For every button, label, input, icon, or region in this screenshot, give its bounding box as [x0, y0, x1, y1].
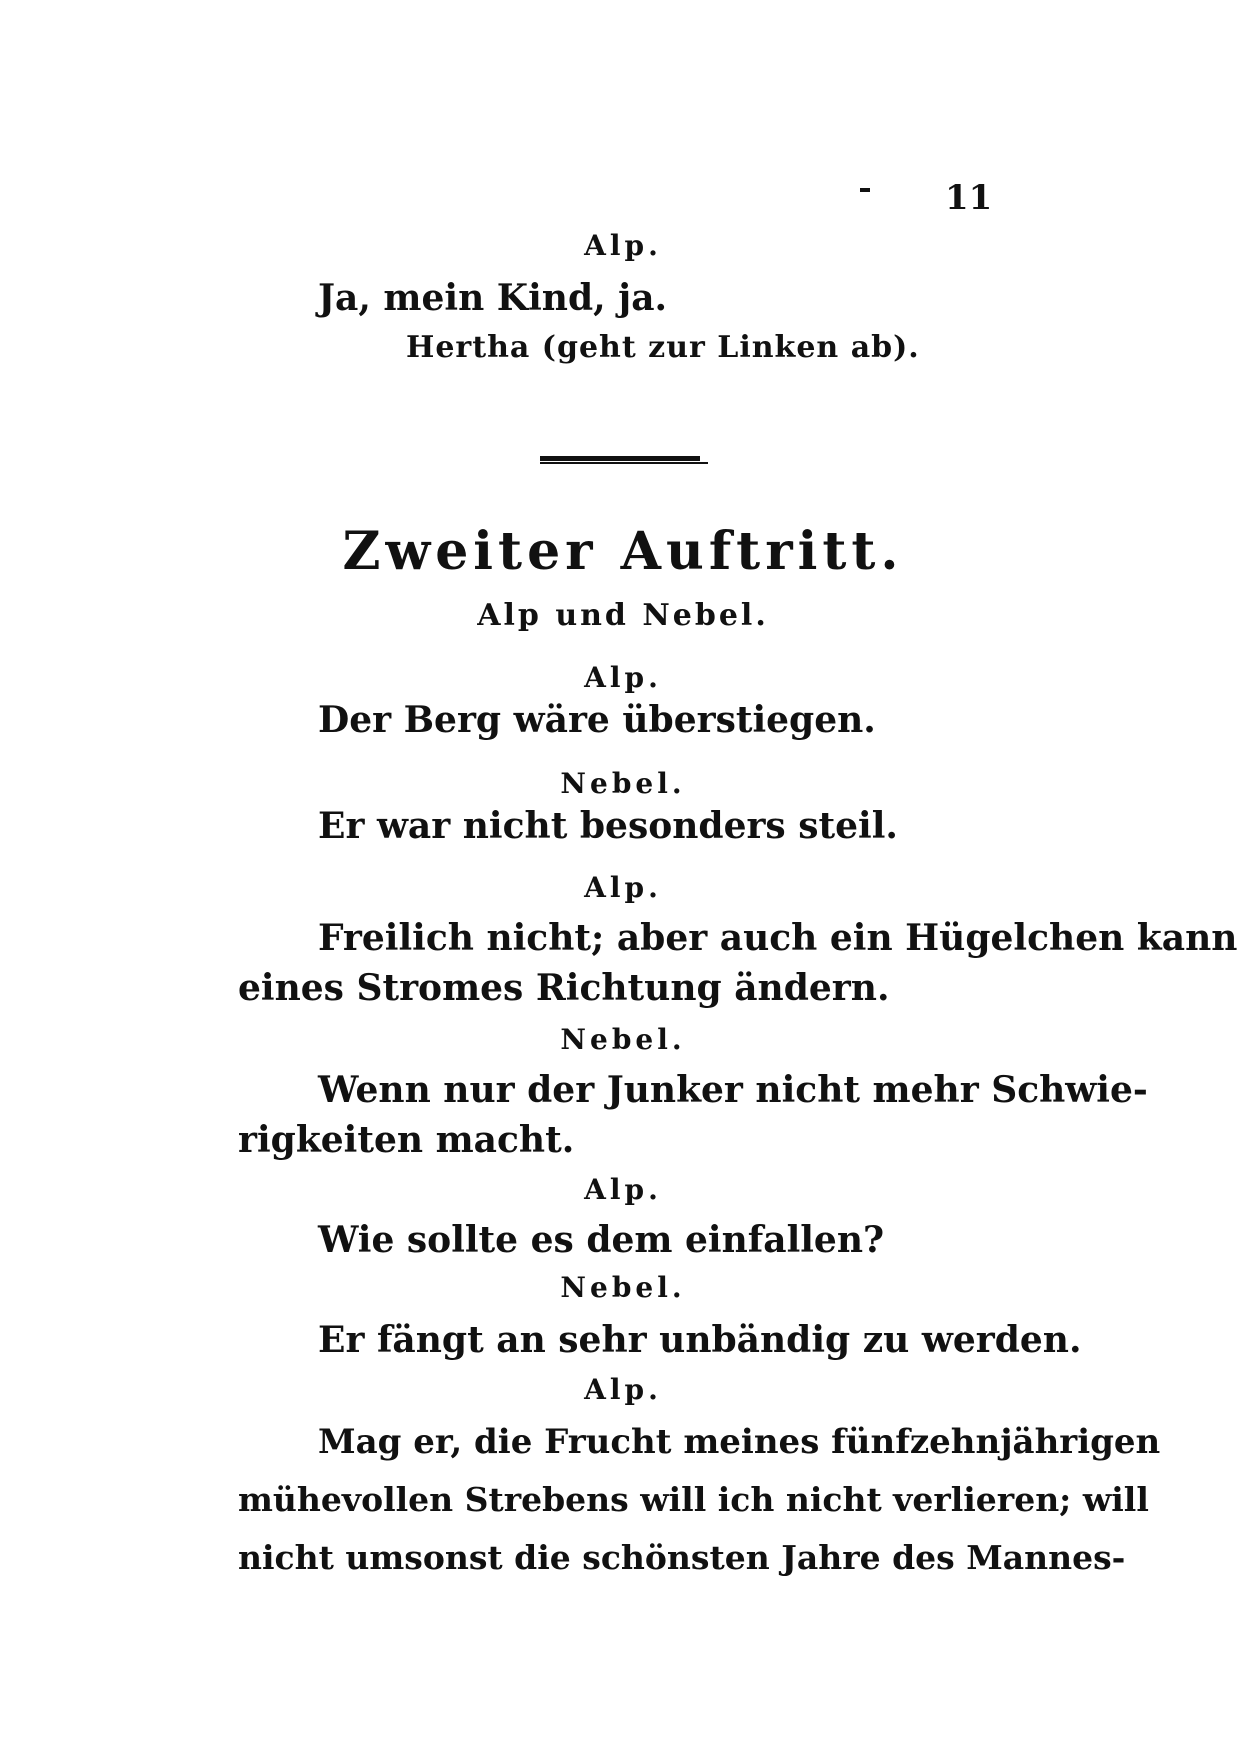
dialogue-line: rigkeiten macht.	[238, 1119, 575, 1161]
dialogue-block	[238, 1270, 1082, 1362]
speaker-name: Nebel.	[560, 1023, 686, 1056]
header-dash	[860, 188, 870, 192]
dialogue-line: Der Berg wäre überstiegen.	[318, 699, 876, 741]
speaker-name: Nebel.	[560, 767, 686, 800]
speaker-name: Nebel.	[560, 1271, 686, 1304]
dialogue-block	[238, 1372, 1161, 1580]
dialogue-line: eines Stromes Richtung ändern.	[238, 967, 890, 1009]
page-number: 11	[945, 178, 993, 218]
speaker-name: Alp.	[584, 1173, 662, 1206]
section-divider	[540, 456, 705, 464]
stage-direction: Hertha (geht zur Linken ab).	[406, 330, 920, 365]
dialogue-line: Wenn nur der Junker nicht mehr Schwie-	[318, 1069, 1148, 1111]
dialogue-line: Er fängt an sehr unbändig zu werden.	[318, 1319, 1082, 1361]
dialogue-block	[238, 1022, 1148, 1162]
speaker-name: Alp.	[584, 661, 662, 694]
scene-title: Zweiter Auftritt.	[342, 521, 904, 582]
speaker-name: Alp.	[584, 871, 662, 904]
dialogue-block	[238, 1172, 1008, 1262]
scene-cast: Alp und Nebel.	[477, 598, 769, 633]
dialogue-block-top	[238, 228, 1008, 368]
dialogue-line: Mag er, die Frucht meines fünfzehnjährigen	[318, 1422, 1161, 1462]
dialogue-block	[238, 870, 1238, 1010]
dialogue-line: mühevollen Strebens will ich nicht verlieren; will	[238, 1480, 1149, 1519]
dialogue-line: Wie sollte es dem einfallen?	[318, 1219, 885, 1261]
dialogue-line: nicht umsonst die schönsten Jahre des Mannes-	[238, 1538, 1126, 1577]
dialogue-block	[238, 660, 1008, 742]
speaker-name: Alp.	[584, 229, 662, 262]
dialogue-line: Er war nicht besonders steil.	[318, 805, 898, 847]
speaker-name: Alp.	[584, 1373, 662, 1406]
dialogue-line: Freilich nicht; aber auch ein Hügelchen kann	[318, 917, 1238, 959]
dialogue-block	[238, 766, 1008, 848]
dialogue-line: Ja, mein Kind, ja.	[318, 277, 668, 319]
